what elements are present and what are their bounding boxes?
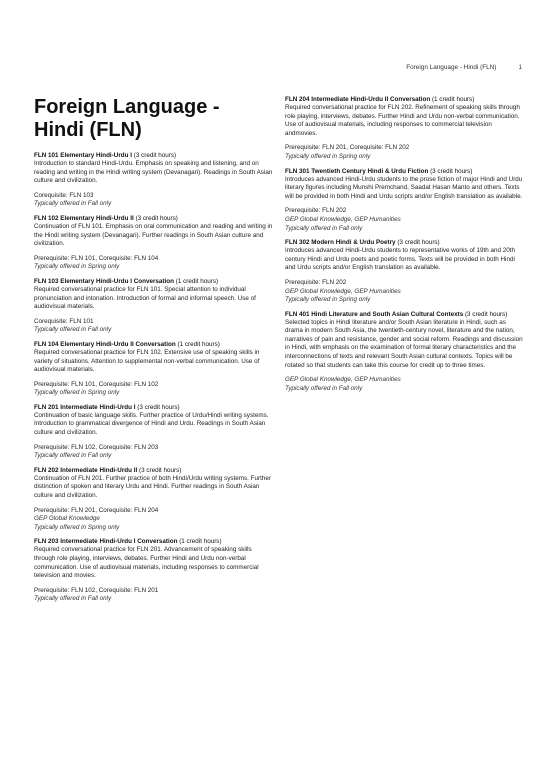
course-requisites: Prerequisite: FLN 102, Corequisite: FLN 201 (34, 586, 159, 594)
course-title: FLN 401 Hindi Literature and South Asian Cultural Contexts (285, 310, 464, 318)
course-entry (34, 467, 274, 533)
course-entry (285, 168, 525, 234)
course-heading (285, 96, 525, 104)
course-entry (34, 538, 274, 604)
course-credits: (3 credit hours) (133, 152, 177, 159)
course-note: Typically offered in Fall only (34, 326, 112, 334)
course-requisites: Corequisite: FLN 103 (34, 191, 94, 199)
course-description: Required conversational practice for FLN 201. Advancement of speaking skills through role playing, interviews, debates. Further Hindi and Urdu non-verbal communication. Use of audiovisual materials, including responses to commercial television and movies. (34, 546, 259, 580)
course-note: Typically offered in Fall only (285, 224, 363, 232)
course-entry (34, 341, 274, 398)
course-heading (34, 278, 274, 286)
course-note: Typically offered in Spring only (34, 263, 120, 271)
course-list-right (285, 96, 525, 393)
course-title: FLN 204 Intermediate Hindi-Urdu II Conversation (285, 96, 431, 103)
course-note: Typically offered in Spring only (285, 296, 371, 304)
course-credits: (1 credit hours) (179, 538, 222, 546)
course-description: Introduces advanced Hindi-Urdu students to the prose fiction of major Hindi and Urdu literary figures including Munshi Premchand, Saadat Hasan Manto and others. Texts will be provided in both Hindi and Urdu scripts and/or English translation as available. (285, 175, 523, 200)
course-credits: (1 credit hours) (431, 96, 475, 103)
left-column (34, 96, 274, 610)
course-credits: (3 credit hours) (135, 214, 178, 222)
course-credits: (3 credit hours) (430, 167, 473, 175)
course-requisites: Corequisite: FLN 101 (34, 317, 94, 325)
course-requisites: Prerequisite: FLN 101, Corequisite: FLN 102 (34, 380, 159, 388)
course-entry (34, 152, 274, 209)
course-description: Required conversational practice for FLN 202. Refinement of speaking skills through role playing, interviews, debates. Further Hindi and Urdu non-verbal communication. Use of audiovisual materials, including responses to commercial television andmovies. (285, 104, 520, 137)
course-description: Required conversational practice for FLN 101. Special attention to individual pronunciation and intonation. Introduction of formal and informal speech. Use of audiovisual materials. (34, 285, 256, 311)
course-note: Typically offered in Fall only (34, 452, 112, 460)
course-note: GEP Global Knowledge, GEP Humanities (285, 376, 401, 384)
course-title: FLN 203 Intermediate Hindi-Urdu I Conversation (34, 538, 178, 546)
course-description: Continuation of FLN 101. Emphasis on oral communication and reading and writing in the Hindi writing system (Devanagari). Further readings in South Asian culture and civilization. (34, 222, 273, 248)
course-entry (34, 278, 274, 335)
course-requisites: Prerequisite: FLN 201, Corequisite: FLN 204 (34, 506, 159, 514)
course-note: Typically offered in Fall only (34, 200, 112, 208)
course-heading (34, 404, 274, 412)
course-heading (34, 215, 274, 223)
course-requisites: Prerequisite: FLN 202 (285, 207, 347, 215)
course-title: FLN 103 Elementary Hindi-Urdu I Conversation (34, 277, 174, 285)
course-requisites: Prerequisite: FLN 102, Corequisite: FLN 203 (34, 443, 159, 451)
course-heading (34, 467, 274, 475)
course-description: Continuation of basic language skills. Further practice of Urdu/Hindi writing systems. Introduction to grammatical divergence of Hindi and Urdu. Readings in South Asian culture and civilization. (34, 411, 269, 437)
course-heading (34, 538, 274, 546)
course-title: FLN 104 Elementary Hindi-Urdu II Conversation (34, 340, 176, 348)
course-note: GEP Global Knowledge, GEP Humanities (285, 215, 401, 223)
document-title: Foreign Language - Hindi (FLN) (34, 96, 220, 141)
course-note: Typically offered in Spring only (34, 389, 120, 397)
course-title: FLN 302 Modern Hindi & Urdu Poetry (285, 239, 396, 247)
course-description: Selected topics in Hindi literature and/or South Asian literature in Hindi, such as drama in modern South Asia, the twentieth-century novel, literature and the nation, narratives of pain and resistance, gender and social reform. Readings and discussion in Hindi, with emphasis on the examination of formal literary characteristics and the interconnections of texts and relevant South Asian cultural contexts. Topics will be rotated so that students can take this course for credit up to three times. (285, 318, 523, 369)
course-heading (285, 168, 525, 176)
page-number: 1 (518, 64, 522, 71)
course-credits: (1 credit hours) (175, 277, 219, 285)
running-header (406, 64, 522, 71)
course-title: FLN 101 Elementary Hindi-Urdu I (34, 152, 132, 159)
course-title: FLN 102 Elementary Hindi-Urdu II (34, 214, 134, 222)
course-entry (34, 404, 274, 461)
course-credits: (3 credit hours) (137, 403, 180, 411)
course-note: Typically offered in Fall only (285, 384, 363, 392)
course-heading (34, 152, 274, 160)
course-entry (285, 311, 525, 394)
course-description: Introduction to standard Hindi-Urdu. Emphasis on speaking and listening, and on reading and writing in the Hindi writing system (Devanagari). Readings in South Asian culture and civilization. (34, 160, 273, 185)
course-entry (285, 96, 525, 162)
course-title: FLN 301 Twentieth Century Hindi & Urdu Fiction (285, 167, 429, 175)
right-column (285, 96, 525, 399)
course-credits: (3 credit hours) (397, 239, 440, 247)
course-title: FLN 201 Intermediate Hindi-Urdu I (34, 403, 136, 411)
course-list-left (34, 152, 274, 604)
course-requisites: Prerequisite: FLN 101, Corequisite: FLN 104 (34, 254, 159, 262)
course-credits: (3 credit hours) (138, 466, 182, 474)
course-note: Typically offered in Spring only (285, 152, 371, 160)
course-heading (285, 239, 525, 247)
course-heading (34, 341, 274, 349)
course-note: GEP Global Knowledge (34, 515, 100, 523)
course-title: FLN 202 Intermediate Hindi-Urdu II (34, 466, 138, 474)
course-heading (285, 311, 525, 319)
course-entry (34, 215, 274, 272)
course-requisites: Prerequisite: FLN 202 (285, 278, 347, 286)
course-description: Introduces advanced Hindi-Urdu students to representative works of 19th and 20th century Hindi and Urdu poets and poetic forms. Texts will be provided in both Hindi and Urdu scripts and/or English translation as available. (285, 247, 515, 272)
course-credits: (1 credit hours) (177, 340, 220, 348)
course-note: Typically offered in Spring only (34, 523, 120, 531)
course-requisites: Prerequisite: FLN 201, Corequisite: FLN 202 (285, 144, 410, 152)
header-title: Foreign Language - Hindi (FLN) (406, 64, 497, 71)
course-entry (285, 239, 525, 305)
course-credits: (3 credit hours) (464, 310, 508, 318)
course-description: Continuation of FLN 201. Further practice of both Hindi/Urdu writing systems. Further distinction of spoken and literary Urdu and Hindi. Further readings in South Asian culture and civilization. (34, 474, 271, 500)
course-note: GEP Global Knowledge, GEP Humanities (285, 287, 401, 295)
course-description: Required conversational practice for FLN 102. Extensive use of speaking skills in variety of situations. Attention to supplemental non-verbal communication. Use of audiovisual materials. (34, 348, 260, 374)
course-note: Typically offered in Fall only (34, 595, 112, 603)
